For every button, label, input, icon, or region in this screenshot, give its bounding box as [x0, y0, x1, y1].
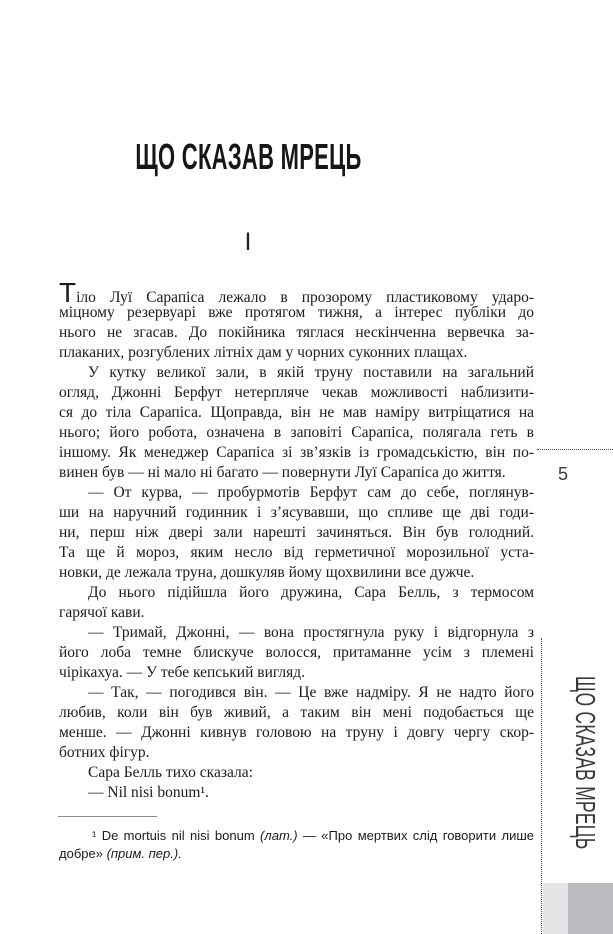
body-line: гарячої кави.	[59, 604, 145, 621]
body-line: У кутку великої зали, в якій труну поставили на загальний	[88, 364, 534, 381]
footnote-segment: ¹ De mortuis nil nisi bonum	[92, 828, 261, 843]
paragraph	[59, 363, 534, 483]
chapter-title: ЩО СКАЗАВ МРЕЦЬ	[134, 136, 362, 177]
footnote-line	[59, 827, 534, 845]
body-line: Та ще й мороз, яким несло від герметичної морозильної уста-	[59, 544, 534, 561]
sidebar-dotted-rule	[541, 638, 542, 934]
footnote-italic-segment: (лат.)	[260, 828, 298, 843]
footnote	[59, 827, 534, 862]
body-line: любив, коли він був живий, а таким він мені подобається ще	[59, 704, 534, 721]
body-line: новки, де лежала труна, дошкуляв йому щохвилини все дужче.	[59, 564, 475, 581]
chapter-numeral: I	[244, 228, 252, 256]
paragraph	[59, 583, 534, 623]
paragraph	[59, 783, 534, 803]
footnote-segment: — «Про мертвих слід говорити лише	[297, 828, 534, 843]
footnote-line	[59, 845, 534, 863]
footnote-separator	[58, 816, 157, 817]
body-line: ботних фігур.	[59, 744, 150, 761]
body-line: нього; його робота, означена в заповіті Сарапіса, полягала геть в	[59, 424, 534, 441]
body-line: іншому. Як менеджер Сарапіса зі зв’язків із громадськістю, він по-	[59, 444, 534, 461]
body-line: — Тримай, Джонні, — вона простягнула руку і відгорнула з	[88, 624, 534, 641]
body-line: — От курва, — пробурмотів Берфут сам до себе, поглянув-	[88, 484, 534, 501]
paragraph	[59, 623, 534, 683]
body-line: До нього підійшла його дружина, Сара Белль, з термосом	[88, 584, 534, 601]
body-line: Тіло Луї Сарапіса лежало в прозорому пластиковому ударо-	[59, 277, 534, 308]
chapter-numeral-wrap	[0, 230, 496, 255]
body-line: ши на наручний годинник і з’ясувавши, що спливе ще дві годи-	[59, 504, 534, 521]
body-line: чірікахуа. — У тебе кепський вигляд.	[59, 664, 306, 681]
page-number: 5	[557, 464, 568, 484]
drop-cap-initial: Т	[59, 277, 77, 308]
paragraph	[59, 277, 534, 363]
sidebar-vertical-title: ЩО СКАЗАВ МРЕЦЬ	[570, 676, 601, 850]
body-line: ни, перш ніж двері зали нарешті зачиняться. Він був голодний.	[59, 524, 534, 541]
page-edge-dark-block	[568, 883, 613, 934]
footnote-segment: добре»	[59, 845, 107, 861]
page-edge-light-block	[543, 883, 568, 934]
body-text	[59, 277, 534, 803]
body-line: нього не згасав. До покійника тяглася нескінченна вервечка за-	[59, 324, 534, 341]
body-line: його лоба темне блискуче волосся, притаманне усім з племені	[59, 644, 534, 661]
paragraph	[59, 683, 534, 763]
body-line: плаканих, розгублених літніх дам у чорних суконних плащах.	[59, 344, 468, 361]
chapter-title-wrap	[0, 136, 496, 177]
paragraph	[59, 763, 534, 783]
body-line: Сара Белль тихо сказала:	[88, 764, 253, 781]
body-line: міцному резервуарі вже протягом тижня, а інтерес публіки до	[59, 304, 534, 321]
footnote-italic-segment: (прим. пер.).	[106, 845, 182, 861]
body-line: ся до тіла Сарапіса. Щоправда, він не мав наміру витріщатися на	[59, 404, 534, 421]
paragraph	[59, 483, 534, 583]
body-line: — Так, — погодився він. — Це вже надміру. Я не надто його	[88, 684, 534, 701]
body-line: огляд, Джонні Берфут нетерпляче чекав можливості наблизити-	[59, 384, 534, 401]
body-line: менше. — Джонні кивнув головою на труну і довгу чергу скор-	[59, 724, 534, 741]
body-line: — Nil nisi bonum¹.	[88, 784, 209, 801]
page-number-dotted-rule	[537, 449, 613, 450]
body-line: винен був — ні мало ні багато — повернути Луї Сарапіса до життя.	[59, 464, 506, 481]
